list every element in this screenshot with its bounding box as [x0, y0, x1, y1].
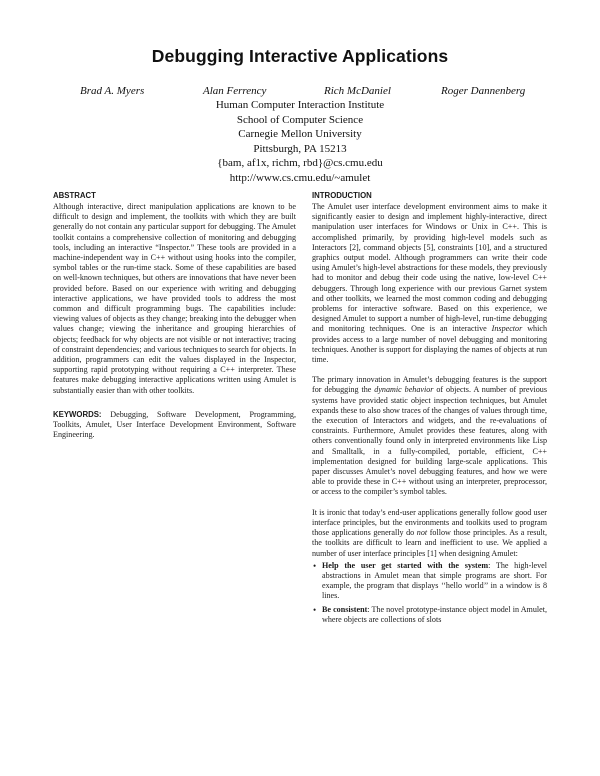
abstract-text: Although interactive, direct manipulation applications are known to be difficult to design and implement, the toolkits with which they are built generally do not contain any particular support for debugging. The Amulet toolkit contains a comprehensive collection of monitoring and debugging tools, including an interactive “Inspector.” These tools are provided in a machine-independent way in C++ without using hooks into the compiler, symbol tables or the run-time stack. Some of these capabilities are based on well-known techniques, but others are innovations that have never been provided before. Based on our experience with writing and debugging interactive applications, we have provided tools to address the most common and difficult programming bugs. The capabilities include: viewing values of objects as they change; breaking into the debugger when values change; viewing the inheritance and grouping hierarchies of objects; feedback for why objects are not visible or not interactive; tracing of constraint dependencies; and various techniques to search for objects. In addition, programmers can edit the values displayed in the Inspector, supporting rapid prototyping without requiring a C++ interpreter. These features make debugging interactive applications written using Amulet is substantially easier than with other toolkits.	[53, 202, 296, 395]
author-list	[0, 85, 600, 99]
bullet-icon: •	[313, 560, 317, 571]
author-name: Rich McDaniel	[324, 85, 391, 97]
email-line: {bam, af1x, richm, rbd}@cs.cmu.edu	[217, 157, 383, 169]
principles-list	[312, 561, 547, 625]
list-item: • Help the user get started with the system: The high-level abstractions in Amulet mean that simple programs are short. For example, the program that displays ‘‘hello world’’ in a window is 8 lines.	[313, 560, 547, 601]
keywords-text: Debugging, Software Development, Programming, Toolkits, Amulet, User Interface Development Environment, Software Engineering.	[53, 409, 296, 440]
left-column	[53, 191, 296, 450]
university-line: Carnegie Mellon University	[238, 128, 362, 140]
paper-title: Debugging Interactive Applications	[151, 46, 449, 66]
intro-paragraph-3: It is ironic that today’s end-user applications generally follow good user interface principles, but the environments and toolkits used to program those applications generally do not follow those principles. As a result, the toolkits are difficult to learn and inefficient to use. We applied a number of user interface principles [1] when designing Amulet:	[312, 507, 547, 558]
right-column	[312, 191, 547, 628]
address-line: Pittsburgh, PA 15213	[253, 142, 347, 155]
keywords-label: KEYWORDS:	[53, 409, 102, 419]
abstract-heading: ABSTRACT	[53, 191, 96, 200]
keywords-paragraph	[53, 410, 296, 441]
introduction-heading: INTRODUCTION	[312, 191, 372, 200]
intro-paragraph-2: The primary innovation in Amulet’s debugging features is the support for debugging the dynamic behavior of objects. A number of previous systems have provided static object inspection techniques, but Amulet expands these to also show traces of the changes of values through time, the execution of Interactors and widgets, and the re-evaluations of constraints. Furthermore, Amulet provides these features, along with others conventionally found only in interpreted environments like Lisp and Smalltalk, in a fully-compiled, portable, efficient, C++ implementation designed for building large-scale applications. This paper discusses Amulet’s novel debugging features, and how we were able to provide these in C++ without using an interpreter, preprocessor, or access to the compiler’s symbol tables.	[312, 375, 547, 497]
url-line: http://www.cs.cmu.edu/~amulet	[229, 171, 371, 184]
author-name: Alan Ferrency	[203, 85, 267, 97]
author-name: Brad A. Myers	[80, 85, 145, 97]
institute-line: Human Computer Interaction Institute	[215, 99, 385, 111]
affiliation-block	[0, 98, 600, 185]
school-line: School of Computer Science	[236, 113, 364, 126]
list-item: • Be consistent: The novel prototype-instance object model in Amulet, where objects are collections of slots	[313, 604, 547, 624]
intro-paragraph-1: The Amulet user interface development environment aims to make it significantly easier to design and implement highly-interactive, direct manipulation user interfaces for Windows or Unix in C++. This is accomplished primarily, by providing high-level models such as Interactors [2], command objects [5], constraints [10], and a structured graphics output model. Although programmers can write their code using Amulet’s high-level abstractions for these models, they previously had to monitor and debug their code using the native, low-level C++ debuggers. Through long experience with our previous Garnet system and other toolkits, we learned the most common coding and debugging problems for interactive software. Based on this experience, we designed Amulet to support a number of high-level, run-time debugging and monitoring techniques. One is an interactive Inspector which provides access to a large number of novel debugging and monitoring techniques. Another is support for displaying the names of objects at run time.	[312, 202, 547, 365]
author-name: Roger Dannenberg	[441, 85, 526, 97]
bullet-icon: •	[313, 604, 317, 615]
